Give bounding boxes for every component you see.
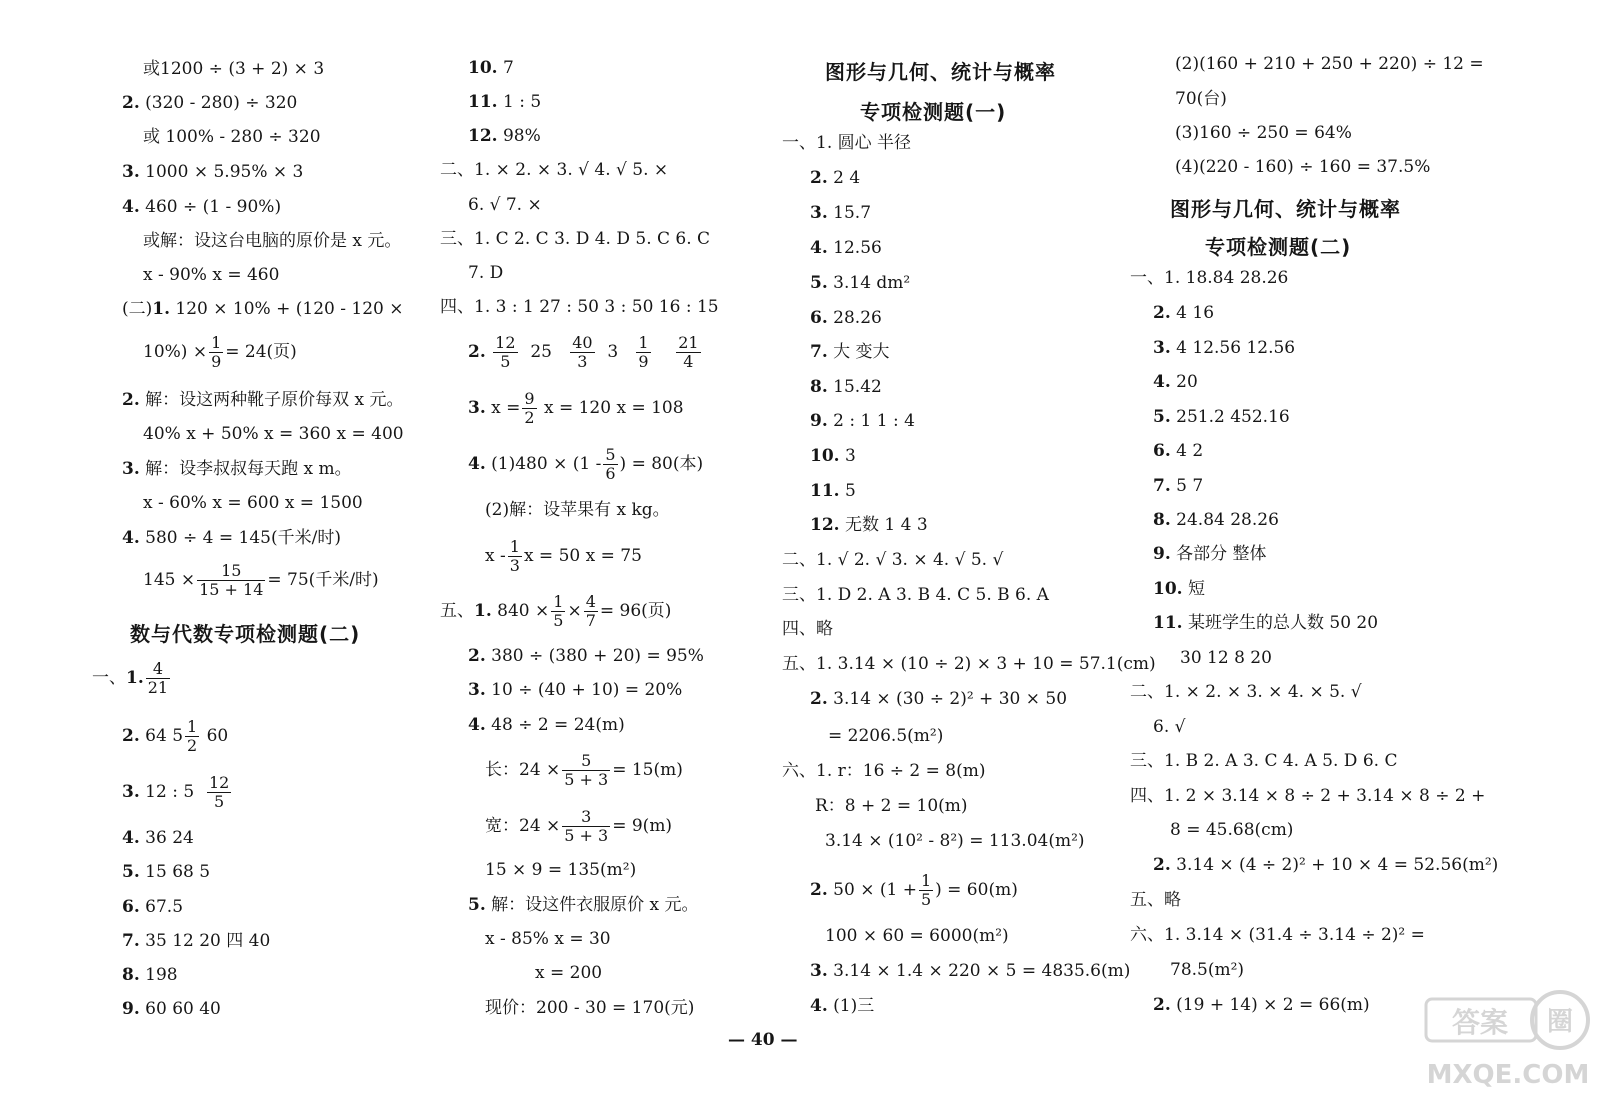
answer-line: 2. 解：设这两种靴子原价每双 x 元。	[122, 390, 404, 410]
answer-line: 11. 1 : 5	[468, 92, 542, 112]
fraction: $\frac{15}{15 + 14}$	[199, 561, 264, 599]
answer-line: 5. 解：设这件衣服原价 x 元。	[468, 895, 699, 915]
answer-line: 2. 380 ÷ (380 + 20) = 95%	[468, 646, 704, 666]
answer-line: 2. (320 - 280) ÷ 320	[122, 93, 298, 113]
column-4	[1130, 0, 1600, 1060]
section-title: 数与代数专项检测题(二)	[130, 622, 361, 646]
section-subtitle: 专项检测题(一)	[860, 100, 1007, 124]
answer-line: 10. 7	[468, 58, 514, 78]
fraction: $\frac{1}{3}$	[509, 537, 520, 575]
answer-line: 2. 2 4	[810, 168, 861, 188]
answer-line: R：8 + 2 = 10(m)	[815, 796, 968, 816]
answer-line: 100 × 60 = 6000(m²)	[825, 926, 1009, 946]
answer-line: 5. 251.2 452.16	[1153, 407, 1290, 427]
answer-line: 2. 4 16	[1153, 303, 1215, 323]
svg-text:圈: 圈	[1546, 1007, 1574, 1037]
answer-line: 2. 3.14 × (30 ÷ 2)² + 30 × 50	[810, 689, 1068, 709]
fraction: $\frac{1}{9}$	[211, 333, 222, 371]
answer-line: 2. 3.14 × (4 ÷ 2)² + 10 × 4 = 52.56(m²)	[1153, 855, 1499, 875]
answer-line: 3. 10 ÷ (40 + 10) = 20%	[468, 680, 683, 700]
answer-line: 6. 28.26	[810, 308, 882, 328]
answer-line: 9. 2 : 1 1 : 4	[810, 411, 915, 431]
answer-line: 五、1. 840 × $\frac{1}{5}$ × $\frac{4}{7}$ = 96(页)	[440, 592, 672, 630]
answer-line: 6. 67.5	[122, 897, 184, 917]
column-3	[782, 0, 1175, 1060]
answer-line: 一、1. $\frac{4}{21}$	[92, 659, 169, 697]
page-number: — 40 —	[728, 1030, 798, 1050]
answer-line: 7. 5 7	[1153, 476, 1204, 496]
watermark-logo	[1420, 985, 1595, 1095]
section-title: 图形与几何、统计与概率	[825, 60, 1056, 84]
answer-line: 宽：24 × $\frac{3}{5 + 3}$ = 9(m)	[485, 807, 673, 845]
column-2	[440, 0, 800, 1060]
answer-line: 11. 某班学生的总人数 50 20	[1153, 613, 1379, 633]
answer-line: 145 × $\frac{15}{15 + 14}$ = 75(千米/时)	[143, 561, 379, 599]
answer-line: 4. 48 ÷ 2 = 24(m)	[468, 715, 625, 735]
answer-line: 4. 20	[1153, 372, 1198, 392]
answer-line: 7. 大 变大	[810, 342, 890, 362]
answer-line: 7. 35 12 20 四 40	[122, 931, 271, 951]
section-title: 图形与几何、统计与概率	[1170, 197, 1401, 221]
answer-line: 4. 36 24	[122, 828, 194, 848]
answer-line: 或1200 ÷ (3 + 2) × 3	[143, 59, 325, 79]
answer-line: x - $\frac{1}{3}$ x = 50 x = 75	[485, 537, 642, 575]
fraction: $\frac{3}{5 + 3}$	[564, 807, 609, 845]
answer-line: 五、略	[1130, 890, 1181, 910]
answer-line: 六、1. 3.14 × (31.4 ÷ 3.14 ÷ 2)² =	[1130, 925, 1425, 945]
answer-line: 12. 98%	[468, 126, 541, 146]
answer-line: 15 × 9 = 135(m²)	[485, 860, 637, 880]
answer-line: 或解：设这台电脑的原价是 x 元。	[143, 231, 402, 251]
answer-line: (2)(160 + 210 + 250 + 220) ÷ 12 =	[1175, 54, 1484, 74]
answer-line: 二、1. × 2. × 3. √ 4. √ 5. ×	[440, 160, 669, 180]
answer-line: 10%) × $\frac{1}{9}$ = 24(页)	[143, 333, 297, 371]
answer-line: 三、1. C 2. C 3. D 4. D 5. C 6. C	[440, 229, 711, 249]
answer-line: 4. 460 ÷ (1 - 90%)	[122, 197, 282, 217]
answer-line: 11. 5	[810, 481, 856, 501]
answer-line: 三、1. D 2. A 3. B 4. C 5. B 6. A	[782, 585, 1049, 605]
answer-line: 三、1. B 2. A 3. C 4. A 5. D 6. C	[1130, 751, 1398, 771]
fraction: $\frac{12}{5}$	[495, 333, 516, 371]
section-subtitle: 专项检测题(二)	[1205, 235, 1352, 259]
fraction: $\frac{1}{9}$	[638, 333, 649, 371]
answer-line: 9. 60 60 40	[122, 999, 221, 1019]
answer-line: (2)解：设苹果有 x kg。	[485, 500, 670, 520]
answer-line: 40% x + 50% x = 360 x = 400	[143, 424, 404, 444]
answer-line: 2. 50 × (1 + $\frac{1}{5}$ ) = 60(m)	[810, 871, 1018, 909]
answer-line: 3. 4 12.56 12.56	[1153, 338, 1296, 358]
answer-line: 3. 12 : 5 $\frac{12}{5}$	[122, 773, 230, 811]
fraction: $\frac{40}{3}$	[572, 333, 593, 371]
answer-line: 或 100% - 280 ÷ 320	[143, 127, 321, 147]
answer-line: 6. √ 7. ×	[468, 195, 542, 215]
fraction: $\frac{1}{5}$	[920, 871, 932, 909]
answer-line: 8. 15.42	[810, 377, 882, 397]
answer-line: 70(台)	[1175, 89, 1227, 109]
svg-text:MXQE.COM: MXQE.COM	[1426, 1060, 1590, 1090]
answer-line: 6. 4 2	[1153, 441, 1204, 461]
fraction: $\frac{5}{5 + 3}$	[564, 751, 609, 789]
answer-line: 二、1. √ 2. √ 3. × 4. √ 5. √	[782, 550, 1004, 570]
answer-line: 4. (1)三	[810, 996, 875, 1016]
answer-line: 3.14 × (10² - 8²) = 113.04(m²)	[825, 831, 1085, 851]
answer-line: 长：24 × $\frac{5}{5 + 3}$ = 15(m)	[485, 751, 683, 789]
fraction: $\frac{12}{5}$	[208, 773, 230, 811]
fraction: $\frac{9}{2}$	[524, 389, 535, 427]
answer-line: 3. 1000 × 5.95% × 3	[122, 162, 304, 182]
answer-line: 四、1. 3 : 1 27 : 50 3 : 50 16 : 15	[440, 297, 719, 317]
fraction: $\frac{1}{2}$	[187, 717, 198, 755]
answer-line: (3)160 ÷ 250 = 64%	[1175, 123, 1352, 143]
answer-line: 3. x = $\frac{9}{2}$ x = 120 x = 108	[468, 389, 684, 427]
answer-line: 一、1. 圆心 半径	[782, 133, 912, 153]
answer-line: 4. 12.56	[810, 238, 882, 258]
answer-line: 二、1. × 2. × 3. × 4. × 5. √	[1130, 682, 1362, 702]
answer-line: 9. 各部分 整体	[1153, 544, 1267, 564]
fraction: $\frac{4}{7}$	[585, 592, 596, 630]
svg-text:答案: 答案	[1451, 1006, 1509, 1039]
fraction: $\frac{1}{5}$	[553, 592, 564, 630]
answer-line: 8. 198	[122, 965, 178, 985]
answer-line: 7. D	[468, 263, 504, 283]
fraction: $\frac{5}{6}$	[605, 445, 616, 483]
answer-line: (二)1. 120 × 10% + (120 - 120 ×	[122, 299, 404, 319]
answer-line: 3. 15.7	[810, 203, 872, 223]
answer-line: x - 85% x = 30	[485, 929, 611, 949]
answer-line: 12. 无数 1 4 3	[810, 515, 928, 535]
answer-line: 5. 15 68 5	[122, 862, 211, 882]
answer-line: 30 12 8 20	[1180, 648, 1272, 668]
answer-line: 四、1. 2 × 3.14 × 8 ÷ 2 + 3.14 × 8 ÷ 2 +	[1130, 786, 1486, 806]
answer-line: x - 60% x = 600 x = 1500	[143, 493, 363, 513]
answer-line: 2. $\frac{12}{5}$ 25 $\frac{40}{3}$ 3 $\frac{1}{9}$ $\frac{21}{4}$	[468, 333, 699, 371]
answer-line: 一、1. 18.84 28.26	[1130, 268, 1289, 288]
answer-line: 现价：200 - 30 = 170(元)	[485, 998, 695, 1018]
answer-line: x = 200	[535, 963, 603, 983]
answer-line: 4. (1)480 × (1 - $\frac{5}{6}$ ) = 80(本)	[468, 445, 704, 483]
answer-line: = 2206.5(m²)	[828, 726, 944, 746]
answer-line: 6. √	[1153, 717, 1186, 737]
answer-line: 六、1. r：16 ÷ 2 = 8(m)	[782, 761, 986, 781]
answer-line: x - 90% x = 460	[143, 265, 280, 285]
answer-line: 78.5(m²)	[1170, 960, 1245, 980]
answer-line: 10. 短	[1153, 579, 1205, 599]
answer-line: 8 = 45.68(cm)	[1170, 820, 1294, 840]
answer-line: 2. (19 + 14) × 2 = 66(m)	[1153, 995, 1370, 1015]
answer-line: 五、1. 3.14 × (10 ÷ 2) × 3 + 10 = 57.1(cm)	[782, 654, 1156, 674]
column-1	[0, 0, 440, 1060]
answer-line: 10. 3	[810, 446, 856, 466]
answer-line: 四、略	[782, 619, 833, 639]
answer-line: 8. 24.84 28.26	[1153, 510, 1279, 530]
answer-line: 3. 解：设李叔叔每天跑 x m。	[122, 459, 352, 479]
answer-line: 3. 3.14 × 1.4 × 220 × 5 = 4835.6(m)	[810, 961, 1131, 981]
answer-line: 4. 580 ÷ 4 = 145(千米/时)	[122, 528, 341, 548]
fraction: $\frac{4}{21}$	[147, 659, 169, 697]
answer-line: (4)(220 - 160) ÷ 160 = 37.5%	[1175, 157, 1431, 177]
fraction: $\frac{21}{4}$	[678, 333, 699, 371]
answer-line: 5. 3.14 dm²	[810, 273, 911, 293]
answer-line: 2. 64 5 $\frac{1}{2}$ 60	[122, 717, 229, 755]
